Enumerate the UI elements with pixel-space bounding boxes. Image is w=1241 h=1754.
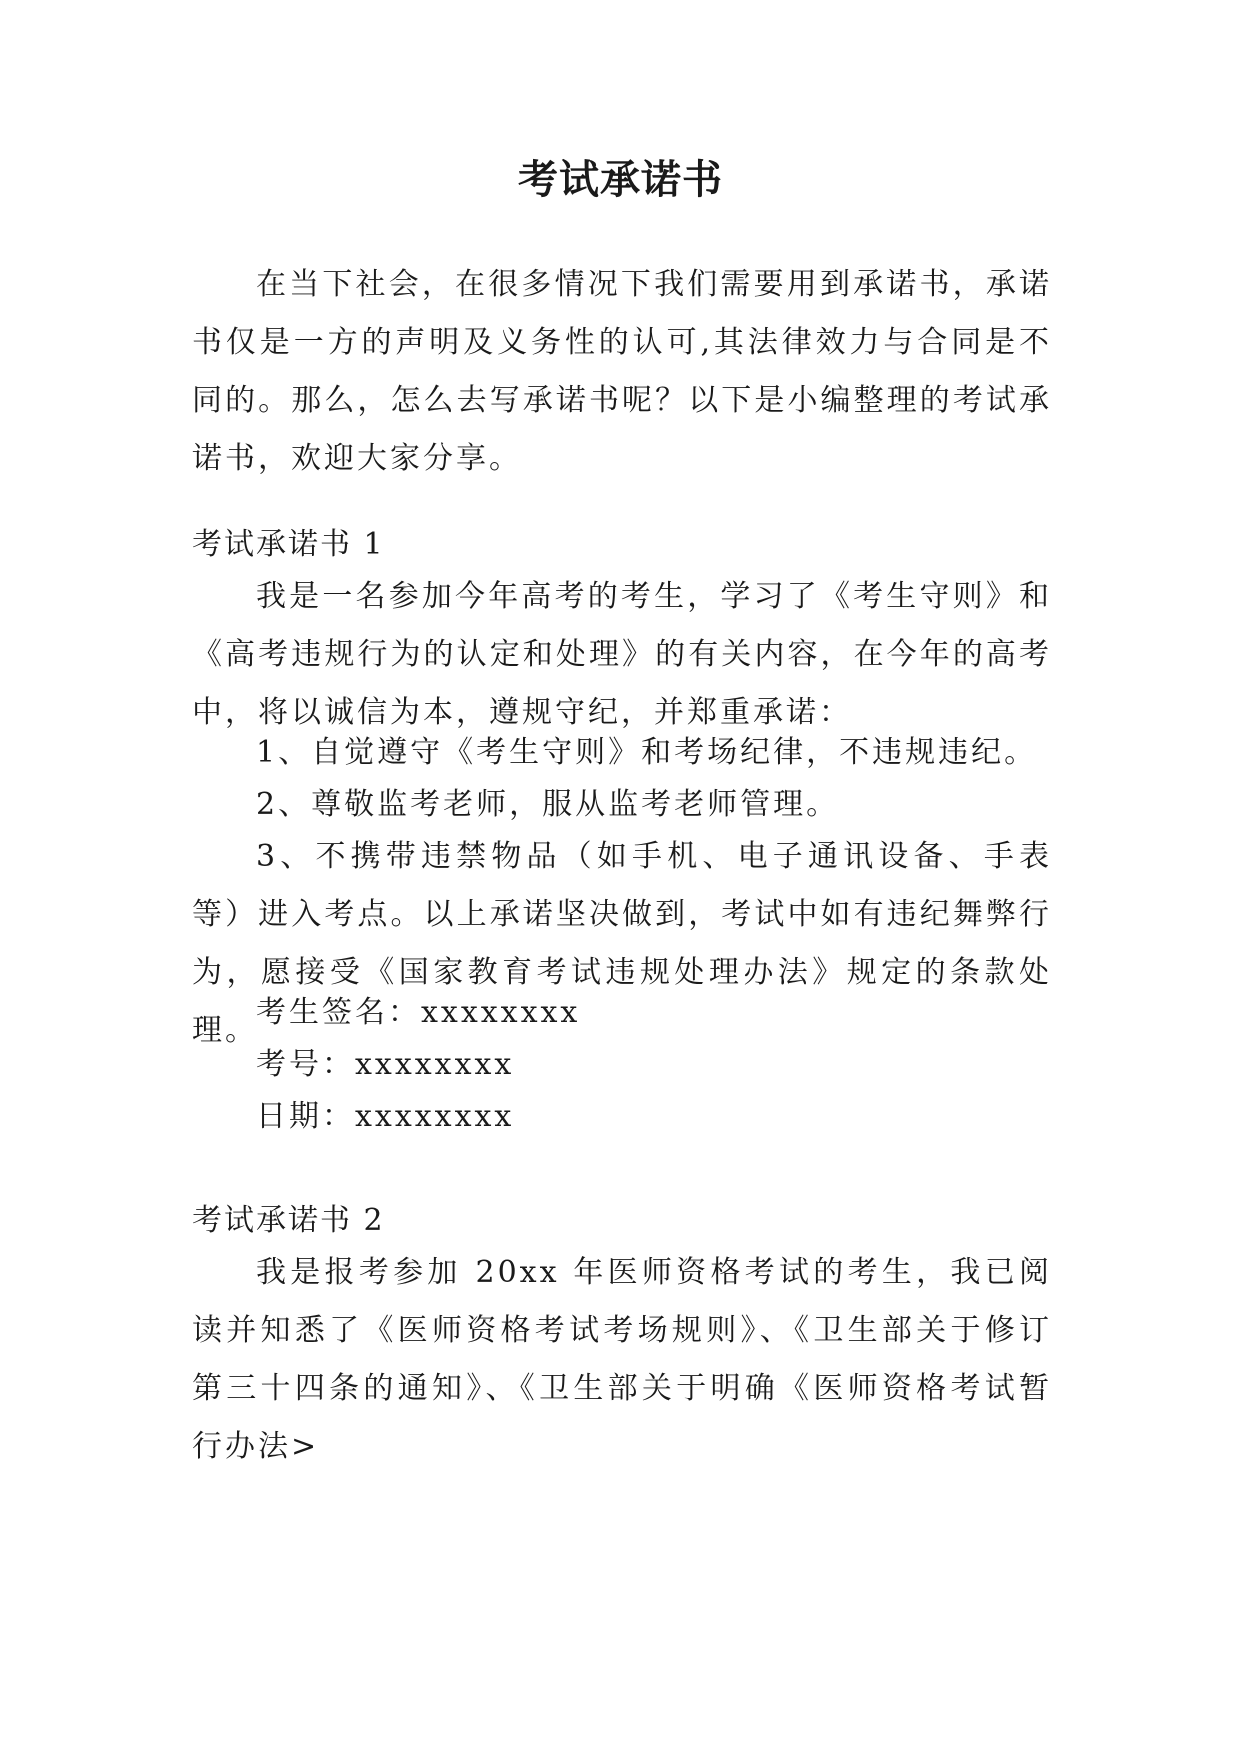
- section-2-paragraph: 我是报考参加 20xx 年医师资格考试的考生，我已阅读并知悉了《医师资格考试考场规则》、《卫生部关于修订第三十四条的通知》、《卫生部关于明确《医师资格考试暂行办法>: [192, 1255, 1052, 1464]
- commitment-item-3: 3、不携带违禁物品（如手机、电子通讯设备、手表等）进入考点。以上承诺坚决做到，考试中如有违纪舞弊行为，愿接受《国家教育考试违规处理办法》规定的条款处理。: [192, 839, 1052, 1048]
- exam-number-line: 考号：xxxxxxxx: [256, 1047, 515, 1082]
- date-line: 日期：xxxxxxxx: [256, 1099, 515, 1134]
- section-2-heading: 考试承诺书 2: [192, 1203, 385, 1238]
- commitment-item-1: 1、自觉遵守《考生守则》和考场纪律，不违规违纪。: [256, 735, 1038, 770]
- document-title: 考试承诺书: [518, 156, 723, 203]
- section-1-heading: 考试承诺书 1: [192, 527, 385, 562]
- commitment-item-2: 2、尊敬监考老师，服从监考老师管理。: [256, 787, 840, 822]
- section-1-paragraph: 我是一名参加今年高考的考生，学习了《考生守则》和《高考违规行为的认定和处理》的有关内容，在今年的高考中，将以诚信为本，遵规守纪，并郑重承诺：: [192, 579, 1052, 730]
- intro-paragraph: 在当下社会，在很多情况下我们需要用到承诺书，承诺书仅是一方的声明及义务性的认可,其法律效力与合同是不同的。那么，怎么去写承诺书呢？以下是小编整理的考试承诺书，欢迎大家分享。: [192, 267, 1052, 476]
- signature-line: 考生签名：xxxxxxxx: [256, 995, 581, 1030]
